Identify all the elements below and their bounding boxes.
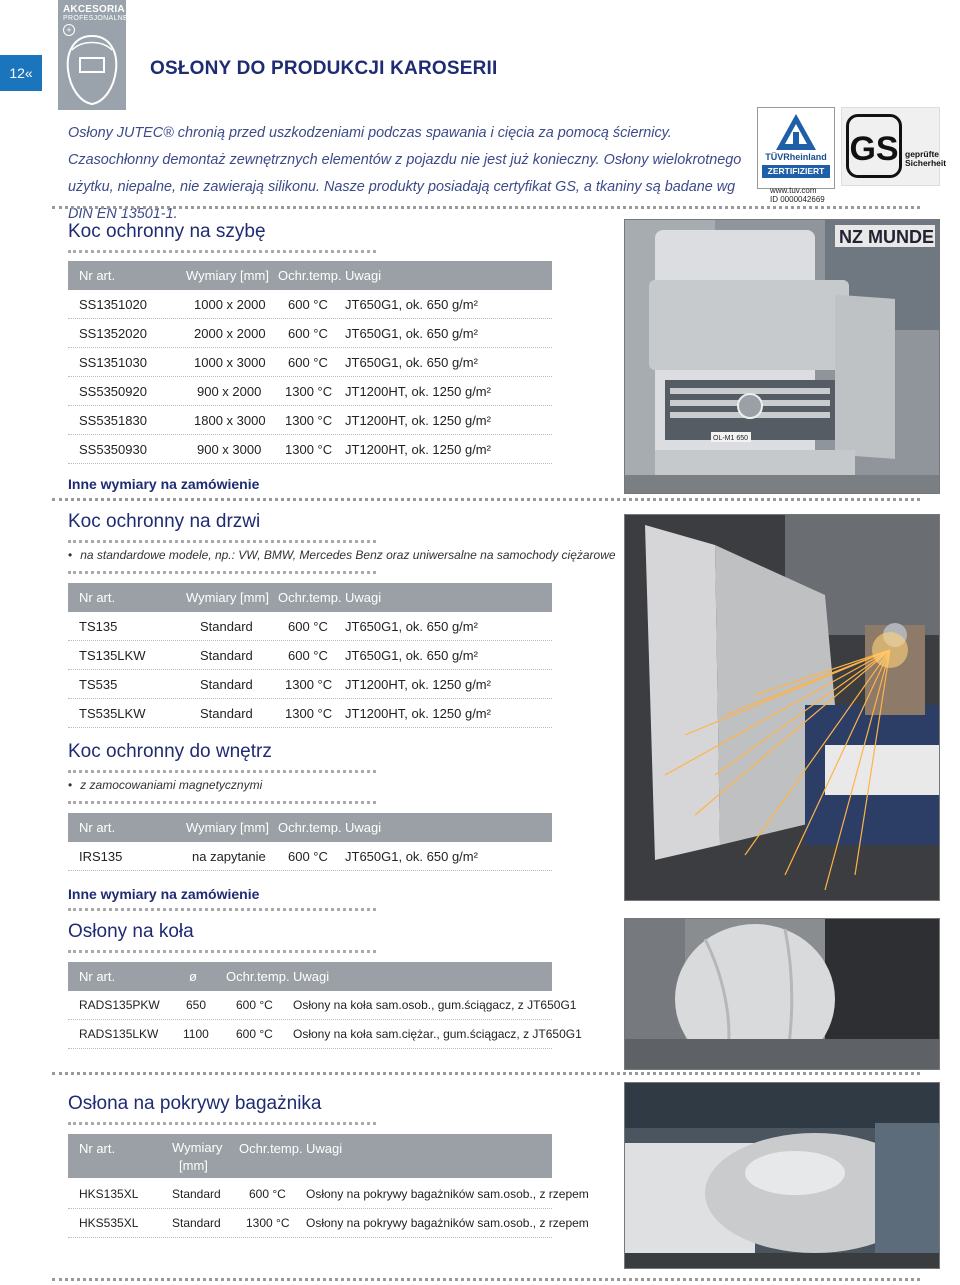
note-other-sizes: Inne wymiary na zamówienie — [68, 476, 260, 492]
page-number: 12« — [0, 55, 42, 91]
truck-sign: NZ MUNDE — [839, 227, 934, 247]
table-row: IRS135 na zapytanie 600 °C JT650G1, ok. 650 g/m² — [68, 842, 552, 871]
section-title-szybe: Koc ochronny na szybę — [68, 221, 266, 242]
divider — [52, 1278, 920, 1281]
table-header: Nr art. Wymiary [mm] Ochr.temp. Uwagi — [68, 813, 552, 842]
divider — [68, 540, 376, 543]
table-row: TS535 Standard 1300 °C JT1200HT, ok. 1250 g/m² — [68, 670, 552, 699]
plus-icon: + — [63, 24, 75, 36]
divider — [68, 801, 376, 804]
truck-windshield-photo — [624, 219, 940, 494]
section-title-kola: Osłony na koła — [68, 921, 194, 942]
gs-certificate — [841, 107, 947, 186]
trunk-cover-photo — [624, 1082, 940, 1269]
grinding-sparks-photo — [624, 514, 940, 901]
brand-badge — [58, 0, 126, 110]
divider — [68, 1122, 376, 1125]
tuv-bar: ZERTIFIZIERT — [762, 165, 830, 178]
tuv-certificate — [757, 107, 835, 189]
section-title-bagaznik: Osłona na pokrywy bagażnika — [68, 1093, 322, 1114]
tuv-url: www.tuv.com ID 0000042669 — [770, 186, 825, 204]
gs-mark: GS — [846, 114, 902, 178]
divider — [52, 1072, 920, 1075]
badge-line1: AKCESORIA — [63, 4, 125, 15]
bullet-item: • na standardowe modele, np.: VW, BMW, Mercedes Benz oraz uniwersalne na samochody ciężarowe — [68, 548, 616, 562]
divider — [68, 770, 376, 773]
badge-line2: PROFESJONALNE — [63, 15, 128, 22]
table-row: SS5351830 1800 x 3000 1300 °C JT1200HT, ok. 1250 g/m² — [68, 406, 552, 435]
tuv-name: TÜVRheinland — [765, 152, 827, 162]
table-header: Nr art. ø Ochr.temp. Uwagi — [68, 962, 552, 991]
page-title: OSŁONY DO PRODUKCJI KAROSERII — [150, 58, 498, 79]
tuv-triangle-icon — [774, 112, 818, 152]
bullet-item: • z zamocowaniami magnetycznymi — [68, 778, 262, 792]
table-row: RADS135LKW 1100 600 °C Osłony na koła sam.ciężar., gum.ściągacz, z JT650G1 — [68, 1020, 552, 1049]
divider — [68, 908, 376, 911]
table-header: Nr art. Wymiary [mm] Ochr.temp. Uwagi — [68, 261, 552, 290]
section-title-wnetrz: Koc ochronny do wnętrz — [68, 741, 272, 762]
table-row: TS135LKW Standard 600 °C JT650G1, ok. 650 g/m² — [68, 641, 552, 670]
divider — [52, 206, 920, 209]
truck-plate: OL-M1 650 — [713, 435, 749, 442]
table-row: SS1351020 1000 x 2000 600 °C JT650G1, ok. 650 g/m² — [68, 290, 552, 319]
table-header: Nr art. Wymiary [mm] Ochr.temp. Uwagi — [68, 583, 552, 612]
divider — [68, 571, 376, 574]
table-row: TS135 Standard 600 °C JT650G1, ok. 650 g/m² — [68, 612, 552, 641]
welder-mask-icon — [62, 30, 122, 108]
intro-text: Osłony JUTEC® chronią przed uszkodzeniami podczas spawania i cięcia za pomocą ściernicy. Czasochłonny demontaż zewnętrznych elementów z pojazdu nie jest już konieczny. Osłony wielokrotnego użytku, niepalne, nie zawierają silikonu. Nasze produkty posiadają certyfikat GS, a tkaniny są badane wg DIN EN 13501-1. — [68, 125, 742, 222]
table-row: SS1352020 2000 x 2000 600 °C JT650G1, ok. 650 g/m² — [68, 319, 552, 348]
divider — [52, 498, 920, 501]
note-other-sizes: Inne wymiary na zamówienie — [68, 886, 260, 902]
table-row: TS535LKW Standard 1300 °C JT1200HT, ok. 1250 g/m² — [68, 699, 552, 728]
table-row: SS5350920 900 x 2000 1300 °C JT1200HT, ok. 1250 g/m² — [68, 377, 552, 406]
table-row: SS5350930 900 x 3000 1300 °C JT1200HT, ok. 1250 g/m² — [68, 435, 552, 464]
wheel-cover-photo — [624, 918, 940, 1070]
table-header: Nr art. Wymiary [mm] Ochr.temp. Uwagi — [68, 1134, 552, 1178]
table-row: HKS535XL Standard 1300 °C Osłony na pokrywy bagażników sam.osob., z rzepem — [68, 1209, 552, 1238]
divider — [68, 250, 376, 253]
gs-text: geprüfte Sicherheit — [905, 149, 947, 168]
section-title-drzwi: Koc ochronny na drzwi — [68, 511, 261, 532]
divider — [68, 950, 376, 953]
table-row: SS1351030 1000 x 3000 600 °C JT650G1, ok. 650 g/m² — [68, 348, 552, 377]
table-row: HKS135XL Standard 600 °C Osłony na pokrywy bagażników sam.osob., z rzepem — [68, 1180, 552, 1209]
table-row: RADS135PKW 650 600 °C Osłony na koła sam.osob., gum.ściągacz, z JT650G1 — [68, 991, 552, 1020]
